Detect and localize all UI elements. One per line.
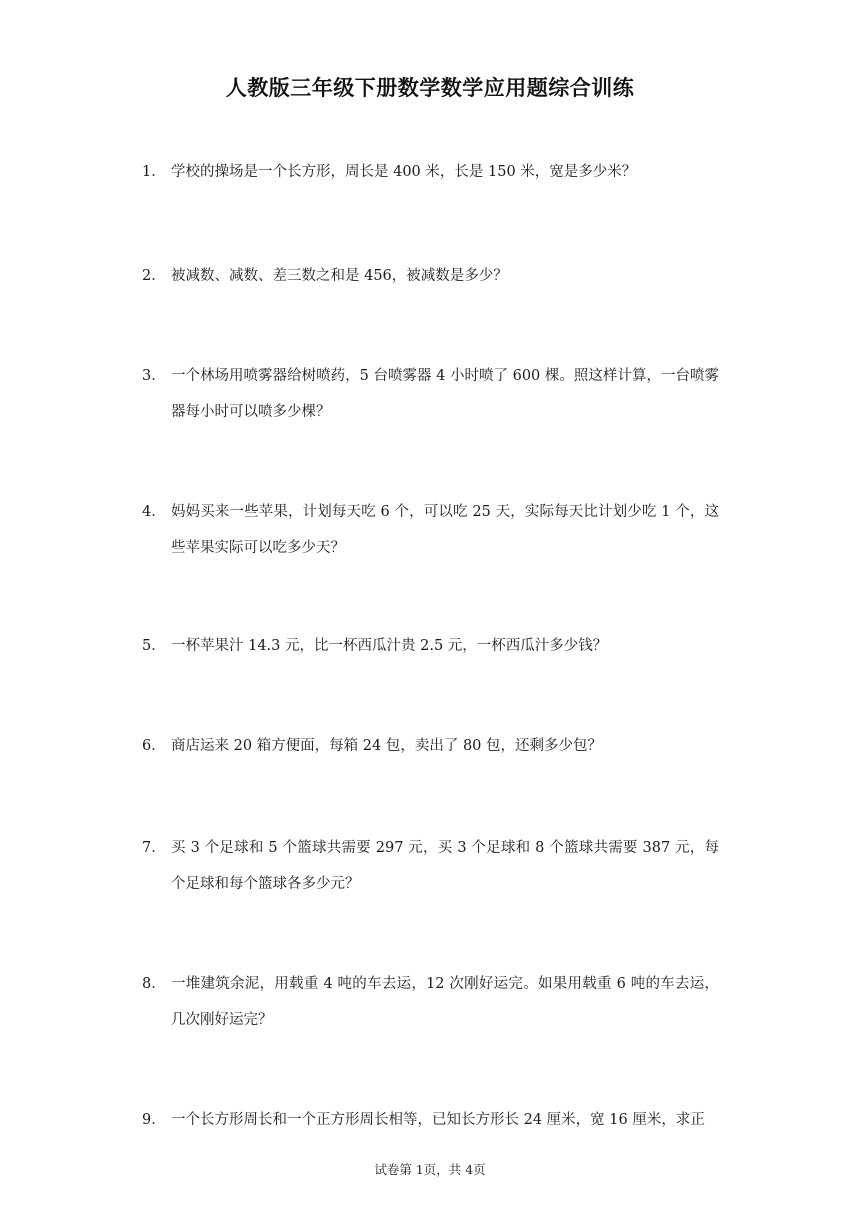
question-number: 5． [142, 638, 166, 654]
question-number: 9． [142, 1112, 166, 1128]
question-number: 7． [142, 840, 166, 856]
question-text: 一个林场用喷雾器给树喷药，5 台喷雾器 4 小时喷了 600 棵。照这样计算，一台喷雾器每小时可以喷多少棵？ [171, 368, 719, 420]
question-number: 8． [142, 976, 166, 992]
question-text: 妈妈买来一些苹果，计划每天吃 6 个，可以吃 25 天，实际每天比计划少吃 1 个，这些苹果实际可以吃多少天？ [171, 504, 719, 556]
document-title: 人教版三年级下册数学数学应用题综合训练 [225, 76, 635, 100]
question-number: 6． [142, 738, 166, 754]
question-number: 4． [142, 504, 166, 520]
question-number: 1． [142, 164, 166, 180]
question-text: 学校的操场是一个长方形，周长是 400 米，长是 150 米，宽是多少米？ [171, 164, 637, 180]
question-text: 买 3 个足球和 5 个篮球共需要 297 元，买 3 个足球和 8 个篮球共需要 387 元，每个足球和每个篮球各多少元？ [171, 840, 719, 892]
question-text: 被减数、减数、差三数之和是 456，被减数是多少？ [171, 268, 508, 284]
question-text: 一杯苹果汁 14.3 元，比一杯西瓜汁贵 2.5 元，一杯西瓜汁多少钱？ [171, 638, 608, 654]
question-text: 一个长方形周长和一个正方形周长相等，已知长方形长 24 厘米，宽 16 厘米，求正 [171, 1112, 705, 1128]
question-number: 3． [142, 368, 166, 384]
page-footer: 试卷第 1页，共 4页 [374, 1162, 486, 1177]
question-text: 商店运来 20 箱方便面，每箱 24 包，卖出了 80 包，还剩多少包？ [171, 738, 603, 754]
question-number: 2． [142, 268, 166, 284]
question-text: 一堆建筑余泥，用载重 4 吨的车去运，12 次刚好运完。如果用载重 6 吨的车去运，几次刚好运完？ [171, 976, 719, 1028]
